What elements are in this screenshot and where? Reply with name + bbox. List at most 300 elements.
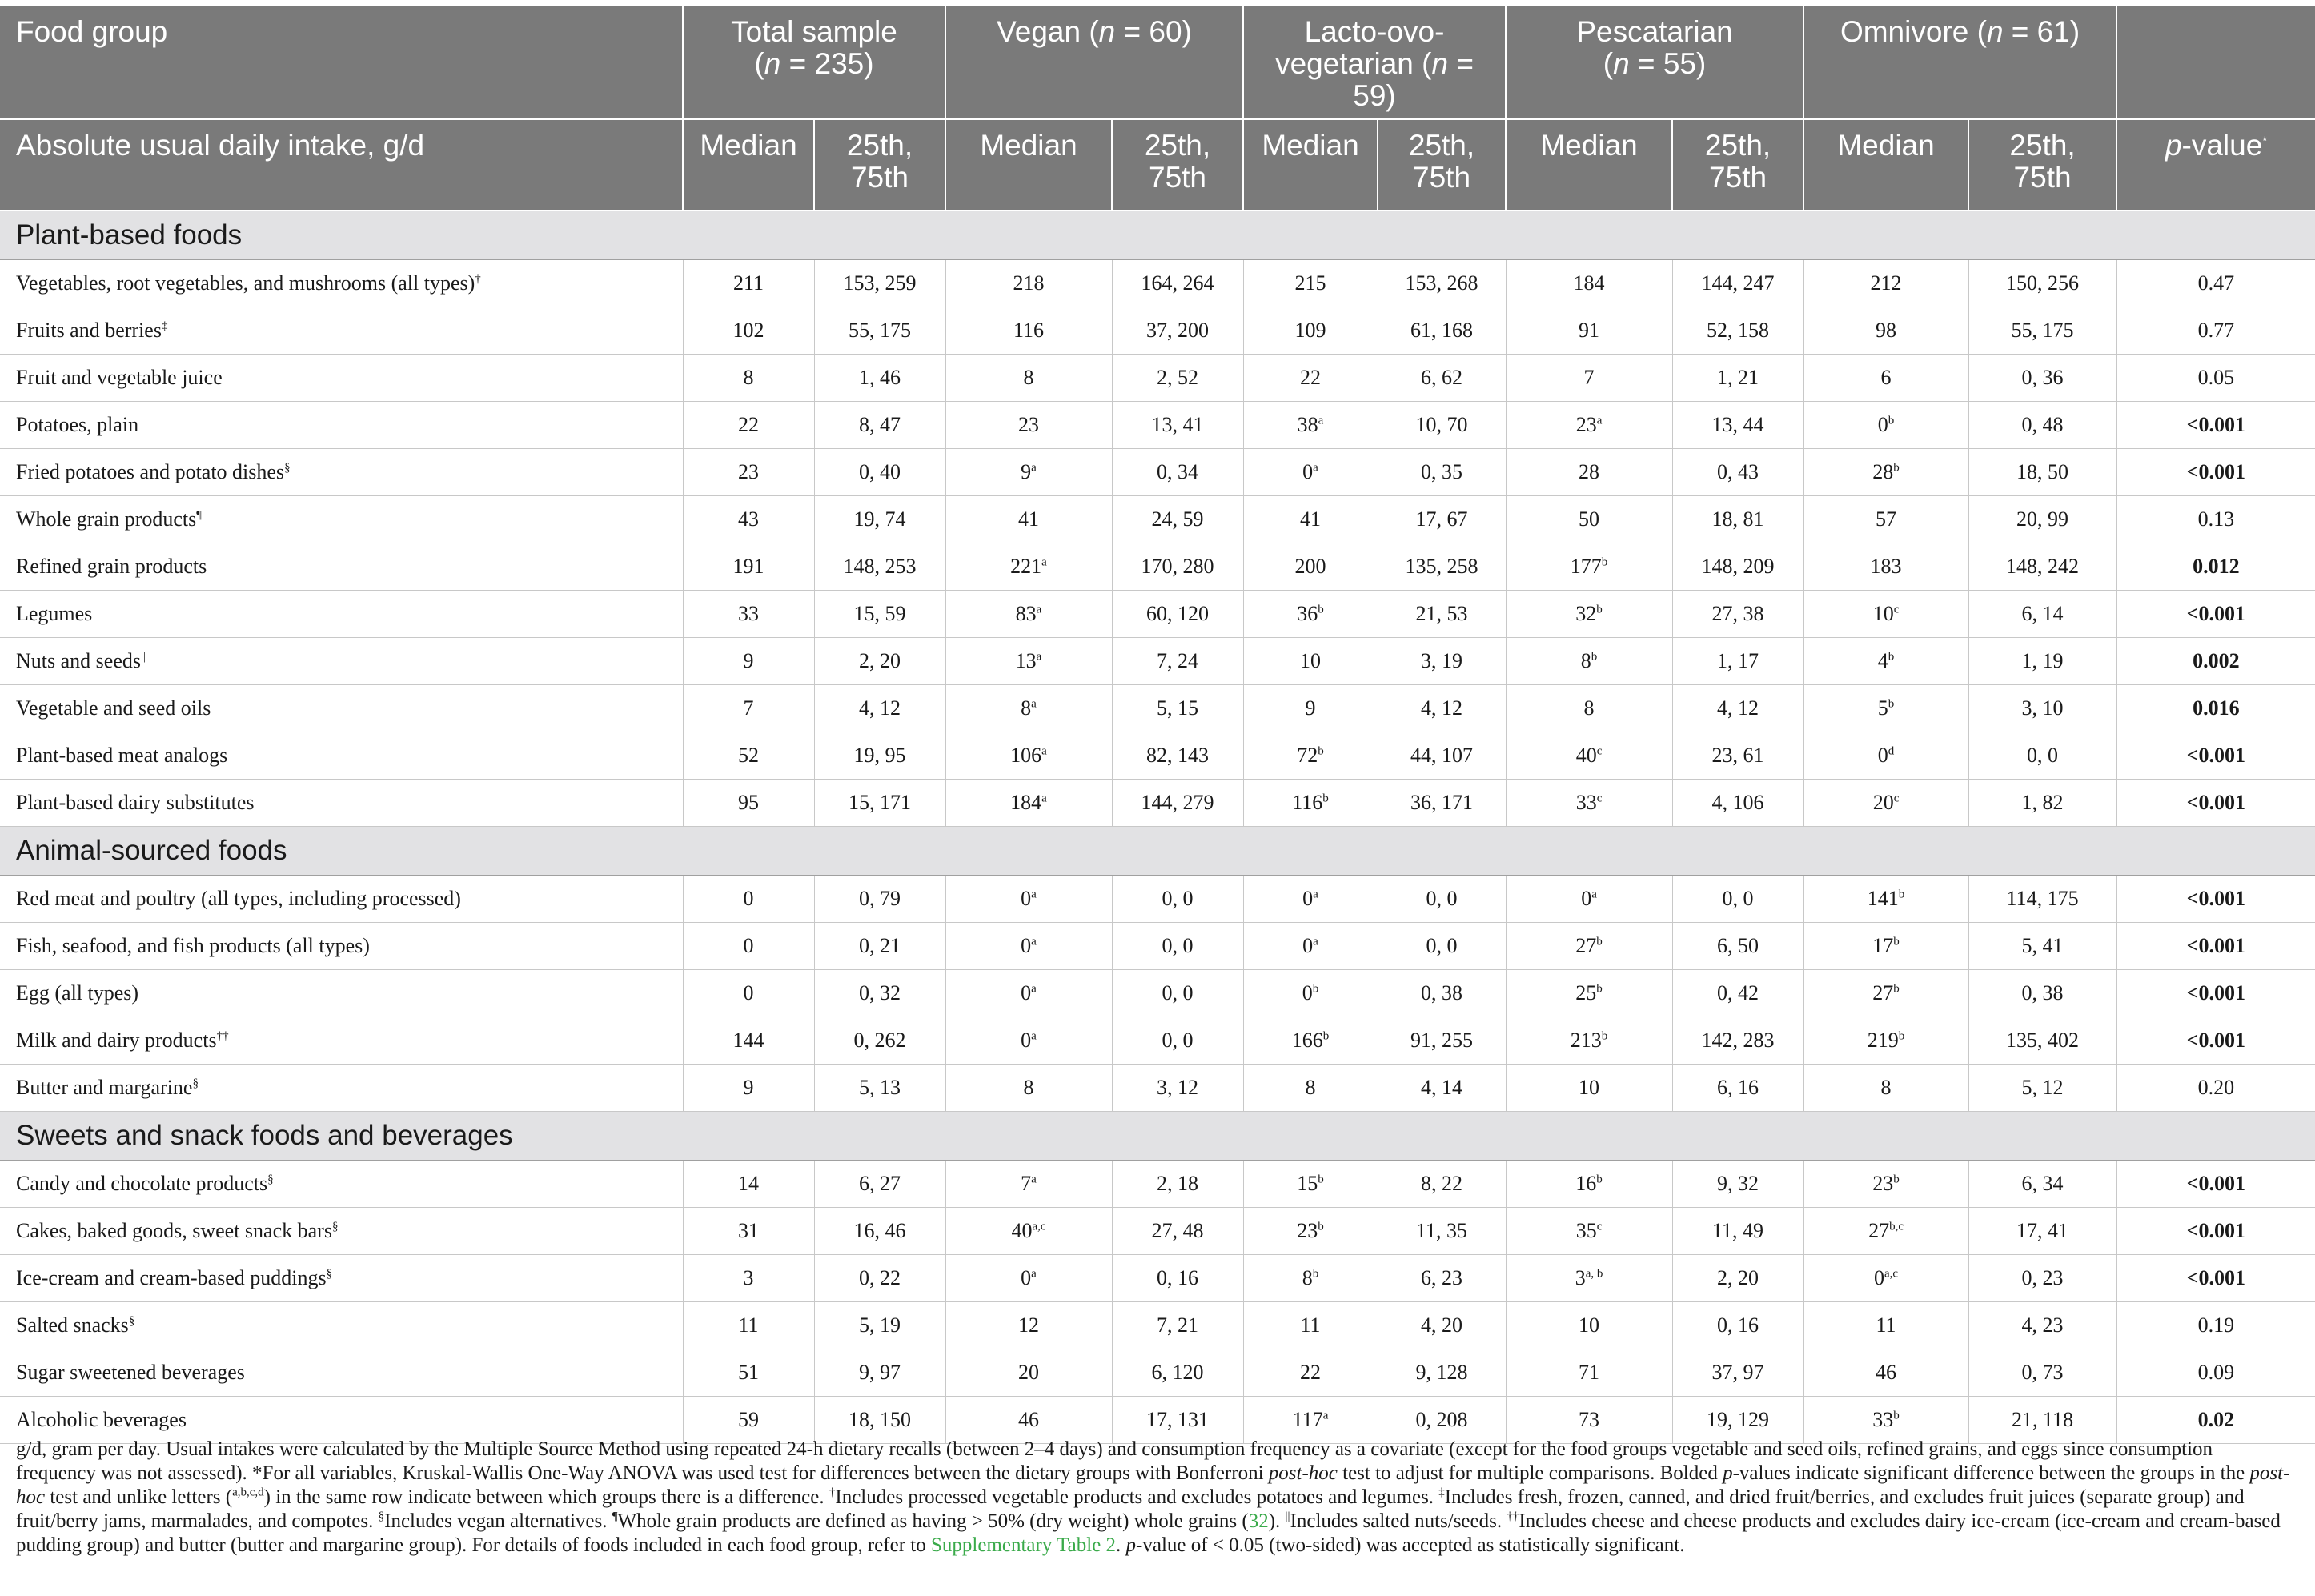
percentile-cell: 0, 40 (814, 449, 945, 496)
median-cell: 57 (1803, 496, 1968, 543)
percentile-cell: 6, 62 (1378, 355, 1506, 402)
median-cell: 23$^b$ (1243, 1208, 1378, 1255)
median-cell: 91 (1506, 307, 1672, 355)
table-row (0, 638, 2315, 685)
median-cell: 0 (683, 923, 814, 970)
p-value-cell: <0.001 (2116, 970, 2315, 1017)
median-cell: 13$^a$ (945, 638, 1112, 685)
percentile-cell: 3, 10 (1968, 685, 2116, 732)
median-cell: 40$^{a,c}$ (945, 1208, 1112, 1255)
percentile-cell: 18, 50 (1968, 449, 2116, 496)
percentile-cell: 15, 171 (814, 780, 945, 827)
percentile-cell: 11, 35 (1378, 1208, 1506, 1255)
median-cell: 0$^a$ (945, 923, 1112, 970)
median-cell: 215 (1243, 260, 1378, 307)
food-group-name: Red meat and poultry (all types, including processed) (0, 876, 683, 923)
median-cell: 50 (1506, 496, 1672, 543)
percentile-cell: 4, 20 (1378, 1302, 1506, 1349)
percentile-cell: 24, 59 (1112, 496, 1243, 543)
median-cell: 72$^b$ (1243, 732, 1378, 780)
percentile-cell: 0, 73 (1968, 1349, 2116, 1397)
median-cell: 218 (945, 260, 1112, 307)
median-cell: 17$^b$ (1803, 923, 1968, 970)
median-cell: 46 (945, 1397, 1112, 1444)
table-row (0, 876, 2315, 923)
percentile-cell: 9, 32 (1672, 1161, 1803, 1208)
median-cell: 102 (683, 307, 814, 355)
median-cell: 0$^a$ (945, 1255, 1112, 1302)
p-value-cell: 0.002 (2116, 638, 2315, 685)
median-cell: 25$^b$ (1506, 970, 1672, 1017)
header-intake-label: Absolute usual daily intake, g/d (0, 119, 683, 211)
median-cell: 219$^b$ (1803, 1017, 1968, 1065)
percentile-cell: 2, 20 (1672, 1255, 1803, 1302)
percentile-cell: 17, 131 (1112, 1397, 1243, 1444)
table-row (0, 1065, 2315, 1112)
median-cell: 221$^a$ (945, 543, 1112, 591)
header-pct: 25th, 75th (1672, 119, 1803, 211)
header-group-lacto-ovo: Lacto-ovo-vegetarian (n = 59) (1243, 6, 1506, 119)
percentile-cell: 5, 41 (1968, 923, 2116, 970)
table-row (0, 307, 2315, 355)
median-cell: 200 (1243, 543, 1378, 591)
percentile-cell: 1, 21 (1672, 355, 1803, 402)
percentile-cell: 1, 46 (814, 355, 945, 402)
percentile-cell: 5, 15 (1112, 685, 1243, 732)
p-value-cell: <0.001 (2116, 449, 2315, 496)
median-cell: 183 (1803, 543, 1968, 591)
section-title: Animal-sourced foods (0, 827, 2315, 876)
median-cell: 0$^a$ (1243, 876, 1378, 923)
header-row-groups (0, 6, 2315, 119)
median-cell: 0$^a$ (945, 970, 1112, 1017)
percentile-cell: 1, 17 (1672, 638, 1803, 685)
median-cell: 8 (1506, 685, 1672, 732)
header-median: Median (1803, 119, 1968, 211)
header-pct: 25th, 75th (814, 119, 945, 211)
section-title: Sweets and snack foods and beverages (0, 1112, 2315, 1161)
median-cell: 28$^b$ (1803, 449, 1968, 496)
median-cell: 9 (683, 1065, 814, 1112)
median-cell: 23$^a$ (1506, 402, 1672, 449)
median-cell: 6 (1803, 355, 1968, 402)
median-cell: 28 (1506, 449, 1672, 496)
median-cell: 11 (1243, 1302, 1378, 1349)
percentile-cell: 55, 175 (1968, 307, 2116, 355)
median-cell: 9 (683, 638, 814, 685)
percentile-cell: 7, 21 (1112, 1302, 1243, 1349)
section-row (0, 211, 2315, 260)
percentile-cell: 0, 36 (1968, 355, 2116, 402)
p-value-cell: <0.001 (2116, 1161, 2315, 1208)
percentile-cell: 148, 253 (814, 543, 945, 591)
food-group-name: Legumes (0, 591, 683, 638)
table-row (0, 1255, 2315, 1302)
percentile-cell: 170, 280 (1112, 543, 1243, 591)
food-group-name: Plant-based meat analogs (0, 732, 683, 780)
median-cell: 33$^b$ (1803, 1397, 1968, 1444)
percentile-cell: 0, 16 (1112, 1255, 1243, 1302)
percentile-cell: 6, 34 (1968, 1161, 2116, 1208)
percentile-cell: 0, 22 (814, 1255, 945, 1302)
supplementary-table-link[interactable]: Supplementary Table 2 (930, 1534, 1117, 1556)
median-cell: 10 (1506, 1065, 1672, 1112)
percentile-cell: 0, 34 (1112, 449, 1243, 496)
median-cell: 27$^{b,c}$ (1803, 1208, 1968, 1255)
percentile-cell: 0, 32 (814, 970, 945, 1017)
median-cell: 73 (1506, 1397, 1672, 1444)
percentile-cell: 36, 171 (1378, 780, 1506, 827)
median-cell: 0 (683, 876, 814, 923)
percentile-cell: 0, 38 (1968, 970, 2116, 1017)
median-cell: 23 (683, 449, 814, 496)
p-value-cell: <0.001 (2116, 1208, 2315, 1255)
food-group-name: Fish, seafood, and fish products (all types) (0, 923, 683, 970)
food-group-name: Whole grain products¶ (0, 496, 683, 543)
header-group-pescatarian: Pescatarian (n = 55) (1506, 6, 1803, 119)
percentile-cell: 6, 50 (1672, 923, 1803, 970)
percentile-cell: 44, 107 (1378, 732, 1506, 780)
reference-link-32[interactable]: 32 (1248, 1510, 1269, 1532)
p-value-cell: <0.001 (2116, 780, 2315, 827)
table-footnote: g/d, gram per day. Usual intakes were calculated by the Multiple Source Method using repeated 24-h dietary recalls (between 2–4 days) and consumption frequency as a covariate (except for the food groups vegetable and seed oils, refined grains, and eggs since consumption frequency was not assessed). *For all variables, Kruskal-Wallis One-Way ANOVA was used test for differences between the dietary groups with Bonferroni post-hoc test to adjust for multiple comparisons. Bolded p-values indicate significant difference between the groups in the post-hoc test and unlike letters ($^{a,b,c,d}$) in the same row indicate between which groups there is a difference. †Includes processed vegetable products and excludes potatoes and legumes. ‡Includes fresh, frozen, canned, and dried fruit/berries, and excludes fruit juices (separate group) and fruit/berry jams, marmalades, and compotes. §Includes vegan alternatives. ¶Whole grain products are defined as having > 50% (dry weight) whole grains (32). ||Includes salted nuts/seeds. ††Includes cheese and cheese products and excludes dairy ice-cream (ice-cream and cream-based pudding group) and butter (butter and margarine group). For details of foods included in each food group, refer to Supplementary Table 2. p-value of < 0.05 (two-sided) was accepted as statistically significant. (16, 1438, 2290, 1556)
percentile-cell: 52, 158 (1672, 307, 1803, 355)
percentile-cell: 135, 258 (1378, 543, 1506, 591)
median-cell: 141$^b$ (1803, 876, 1968, 923)
percentile-cell: 0, 0 (1672, 876, 1803, 923)
median-cell: 8$^b$ (1506, 638, 1672, 685)
median-cell: 14 (683, 1161, 814, 1208)
header-median: Median (945, 119, 1112, 211)
median-cell: 33 (683, 591, 814, 638)
percentile-cell: 21, 118 (1968, 1397, 2116, 1444)
percentile-cell: 6, 27 (814, 1161, 945, 1208)
median-cell: 7$^a$ (945, 1161, 1112, 1208)
percentile-cell: 19, 74 (814, 496, 945, 543)
section-title: Plant-based foods (0, 211, 2315, 260)
table-row (0, 543, 2315, 591)
table-row (0, 1161, 2315, 1208)
percentile-cell: 17, 67 (1378, 496, 1506, 543)
percentile-cell: 16, 46 (814, 1208, 945, 1255)
percentile-cell: 60, 120 (1112, 591, 1243, 638)
median-cell: 4$^b$ (1803, 638, 1968, 685)
percentile-cell: 4, 12 (1378, 685, 1506, 732)
median-cell: 8 (1803, 1065, 1968, 1112)
food-group-name: Sugar sweetened beverages (0, 1349, 683, 1397)
percentile-cell: 2, 20 (814, 638, 945, 685)
percentile-cell: 4, 14 (1378, 1065, 1506, 1112)
table-row (0, 260, 2315, 307)
percentile-cell: 27, 38 (1672, 591, 1803, 638)
percentile-cell: 142, 283 (1672, 1017, 1803, 1065)
food-group-name: Alcoholic beverages (0, 1397, 683, 1444)
percentile-cell: 0, 0 (1112, 876, 1243, 923)
median-cell: 166$^b$ (1243, 1017, 1378, 1065)
median-cell: 9$^a$ (945, 449, 1112, 496)
percentile-cell: 20, 99 (1968, 496, 2116, 543)
percentile-cell: 61, 168 (1378, 307, 1506, 355)
median-cell: 10 (1506, 1302, 1672, 1349)
table-row (0, 685, 2315, 732)
percentile-cell: 21, 53 (1378, 591, 1506, 638)
median-cell: 20 (945, 1349, 1112, 1397)
header-group-total: Total sample (n = 235) (683, 6, 945, 119)
median-cell: 15$^b$ (1243, 1161, 1378, 1208)
median-cell: 117$^a$ (1243, 1397, 1378, 1444)
median-cell: 95 (683, 780, 814, 827)
percentile-cell: 9, 97 (814, 1349, 945, 1397)
food-group-name: Refined grain products (0, 543, 683, 591)
percentile-cell: 8, 47 (814, 402, 945, 449)
median-cell: 38$^a$ (1243, 402, 1378, 449)
food-group-name: Ice-cream and cream-based puddings§ (0, 1255, 683, 1302)
table-row (0, 591, 2315, 638)
header-median: Median (1506, 119, 1672, 211)
median-cell: 8$^b$ (1243, 1255, 1378, 1302)
section-row (0, 1112, 2315, 1161)
percentile-cell: 144, 247 (1672, 260, 1803, 307)
p-value-cell: <0.001 (2116, 1255, 2315, 1302)
header-pct: 25th, 75th (1112, 119, 1243, 211)
p-value-cell: <0.001 (2116, 732, 2315, 780)
median-cell: 33$^c$ (1506, 780, 1672, 827)
food-group-name: Vegetables, root vegetables, and mushrooms (all types)† (0, 260, 683, 307)
table-row (0, 449, 2315, 496)
percentile-cell: 37, 97 (1672, 1349, 1803, 1397)
percentile-cell: 6, 120 (1112, 1349, 1243, 1397)
median-cell: 213$^b$ (1506, 1017, 1672, 1065)
percentile-cell: 3, 12 (1112, 1065, 1243, 1112)
median-cell: 177$^b$ (1506, 543, 1672, 591)
percentile-cell: 15, 59 (814, 591, 945, 638)
percentile-cell: 0, 35 (1378, 449, 1506, 496)
median-cell: 71 (1506, 1349, 1672, 1397)
header-row-stats (0, 119, 2315, 211)
percentile-cell: 2, 52 (1112, 355, 1243, 402)
p-value-cell: 0.19 (2116, 1302, 2315, 1349)
median-cell: 11 (683, 1302, 814, 1349)
percentile-cell: 5, 19 (814, 1302, 945, 1349)
food-group-name: Fruit and vegetable juice (0, 355, 683, 402)
p-value-cell: 0.02 (2116, 1397, 2315, 1444)
percentile-cell: 6, 23 (1378, 1255, 1506, 1302)
percentile-cell: 8, 22 (1378, 1161, 1506, 1208)
percentile-cell: 144, 279 (1112, 780, 1243, 827)
percentile-cell: 91, 255 (1378, 1017, 1506, 1065)
median-cell: 0$^a$ (945, 876, 1112, 923)
median-cell: 0$^b$ (1803, 402, 1968, 449)
percentile-cell: 0, 0 (1112, 970, 1243, 1017)
median-cell: 20$^c$ (1803, 780, 1968, 827)
food-group-name: Milk and dairy products†† (0, 1017, 683, 1065)
percentile-cell: 4, 12 (814, 685, 945, 732)
p-value-cell: <0.001 (2116, 591, 2315, 638)
median-cell: 10 (1243, 638, 1378, 685)
median-cell: 43 (683, 496, 814, 543)
median-cell: 109 (1243, 307, 1378, 355)
percentile-cell: 114, 175 (1968, 876, 2116, 923)
p-value-cell: 0.05 (2116, 355, 2315, 402)
table-row (0, 1397, 2315, 1444)
median-cell: 23 (945, 402, 1112, 449)
median-cell: 83$^a$ (945, 591, 1112, 638)
header-food-group: Food group (0, 6, 683, 119)
median-cell: 116$^b$ (1243, 780, 1378, 827)
median-cell: 0$^a$ (1243, 923, 1378, 970)
percentile-cell: 5, 12 (1968, 1065, 2116, 1112)
percentile-cell: 13, 44 (1672, 402, 1803, 449)
percentile-cell: 27, 48 (1112, 1208, 1243, 1255)
food-group-name: Fruits and berries‡ (0, 307, 683, 355)
percentile-cell: 1, 82 (1968, 780, 2116, 827)
p-value-cell: 0.016 (2116, 685, 2315, 732)
p-value-cell: 0.012 (2116, 543, 2315, 591)
header-p-value: p-value* (2116, 119, 2315, 211)
percentile-cell: 0, 48 (1968, 402, 2116, 449)
median-cell: 9 (1243, 685, 1378, 732)
percentile-cell: 4, 23 (1968, 1302, 2116, 1349)
median-cell: 7 (1506, 355, 1672, 402)
percentile-cell: 0, 0 (1112, 1017, 1243, 1065)
median-cell: 22 (1243, 355, 1378, 402)
food-group-name: Butter and margarine§ (0, 1065, 683, 1112)
percentile-cell: 1, 19 (1968, 638, 2116, 685)
median-cell: 98 (1803, 307, 1968, 355)
median-cell: 184 (1506, 260, 1672, 307)
p-value-cell: <0.001 (2116, 876, 2315, 923)
header-group-omnivore: Omnivore (n = 61) (1803, 6, 2116, 119)
median-cell: 0$^b$ (1243, 970, 1378, 1017)
median-cell: 51 (683, 1349, 814, 1397)
percentile-cell: 135, 402 (1968, 1017, 2116, 1065)
section-row (0, 827, 2315, 876)
percentile-cell: 4, 12 (1672, 685, 1803, 732)
median-cell: 8 (1243, 1065, 1378, 1112)
percentile-cell: 0, 262 (814, 1017, 945, 1065)
percentile-cell: 0, 0 (1378, 923, 1506, 970)
percentile-cell: 164, 264 (1112, 260, 1243, 307)
percentile-cell: 4, 106 (1672, 780, 1803, 827)
p-value-cell: <0.001 (2116, 402, 2315, 449)
p-value-cell: 0.09 (2116, 1349, 2315, 1397)
median-cell: 12 (945, 1302, 1112, 1349)
p-value-cell: 0.13 (2116, 496, 2315, 543)
table-row (0, 1017, 2315, 1065)
percentile-cell: 23, 61 (1672, 732, 1803, 780)
median-cell: 191 (683, 543, 814, 591)
median-cell: 36$^b$ (1243, 591, 1378, 638)
median-cell: 0$^{a,c}$ (1803, 1255, 1968, 1302)
median-cell: 7 (683, 685, 814, 732)
food-group-name: Fried potatoes and potato dishes§ (0, 449, 683, 496)
percentile-cell: 17, 41 (1968, 1208, 2116, 1255)
header-group-vegan: Vegan (n = 60) (945, 6, 1243, 119)
table-row (0, 780, 2315, 827)
median-cell: 27$^b$ (1803, 970, 1968, 1017)
median-cell: 22 (1243, 1349, 1378, 1397)
median-cell: 3 (683, 1255, 814, 1302)
p-value-cell: 0.20 (2116, 1065, 2315, 1112)
intake-table (0, 6, 2315, 1444)
percentile-cell: 0, 21 (814, 923, 945, 970)
p-value-cell: <0.001 (2116, 1017, 2315, 1065)
median-cell: 0$^a$ (1506, 876, 1672, 923)
table-row (0, 1302, 2315, 1349)
table-row (0, 496, 2315, 543)
table-row (0, 1208, 2315, 1255)
percentile-cell: 2, 18 (1112, 1161, 1243, 1208)
median-cell: 11 (1803, 1302, 1968, 1349)
percentile-cell: 0, 42 (1672, 970, 1803, 1017)
table-row (0, 732, 2315, 780)
food-group-name: Potatoes, plain (0, 402, 683, 449)
median-cell: 0$^d$ (1803, 732, 1968, 780)
percentile-cell: 0, 79 (814, 876, 945, 923)
p-value-cell: 0.77 (2116, 307, 2315, 355)
median-cell: 41 (1243, 496, 1378, 543)
percentile-cell: 11, 49 (1672, 1208, 1803, 1255)
percentile-cell: 13, 41 (1112, 402, 1243, 449)
percentile-cell: 18, 150 (814, 1397, 945, 1444)
header-empty (2116, 6, 2315, 119)
median-cell: 8$^a$ (945, 685, 1112, 732)
table-row (0, 1349, 2315, 1397)
food-group-name: Egg (all types) (0, 970, 683, 1017)
median-cell: 59 (683, 1397, 814, 1444)
food-group-name: Salted snacks§ (0, 1302, 683, 1349)
percentile-cell: 3, 19 (1378, 638, 1506, 685)
percentile-cell: 19, 129 (1672, 1397, 1803, 1444)
food-group-name: Plant-based dairy substitutes (0, 780, 683, 827)
median-cell: 22 (683, 402, 814, 449)
median-cell: 40$^c$ (1506, 732, 1672, 780)
median-cell: 8 (683, 355, 814, 402)
median-cell: 184$^a$ (945, 780, 1112, 827)
percentile-cell: 0, 0 (1378, 876, 1506, 923)
food-group-name: Nuts and seeds|| (0, 638, 683, 685)
median-cell: 0$^a$ (945, 1017, 1112, 1065)
median-cell: 27$^b$ (1506, 923, 1672, 970)
median-cell: 32$^b$ (1506, 591, 1672, 638)
header-pct: 25th, 75th (1968, 119, 2116, 211)
percentile-cell: 55, 175 (814, 307, 945, 355)
median-cell: 0$^a$ (1243, 449, 1378, 496)
percentile-cell: 9, 128 (1378, 1349, 1506, 1397)
table-body (0, 211, 2315, 1444)
percentile-cell: 0, 0 (1968, 732, 2116, 780)
table-row (0, 970, 2315, 1017)
percentile-cell: 0, 38 (1378, 970, 1506, 1017)
food-group-name: Vegetable and seed oils (0, 685, 683, 732)
median-cell: 116 (945, 307, 1112, 355)
percentile-cell: 153, 268 (1378, 260, 1506, 307)
median-cell: 16$^b$ (1506, 1161, 1672, 1208)
median-cell: 8 (945, 355, 1112, 402)
percentile-cell: 148, 209 (1672, 543, 1803, 591)
percentile-cell: 19, 95 (814, 732, 945, 780)
median-cell: 46 (1803, 1349, 1968, 1397)
percentile-cell: 7, 24 (1112, 638, 1243, 685)
percentile-cell: 153, 259 (814, 260, 945, 307)
percentile-cell: 82, 143 (1112, 732, 1243, 780)
p-value-cell: 0.47 (2116, 260, 2315, 307)
header-median: Median (1243, 119, 1378, 211)
percentile-cell: 5, 13 (814, 1065, 945, 1112)
percentile-cell: 0, 208 (1378, 1397, 1506, 1444)
median-cell: 41 (945, 496, 1112, 543)
percentile-cell: 18, 81 (1672, 496, 1803, 543)
